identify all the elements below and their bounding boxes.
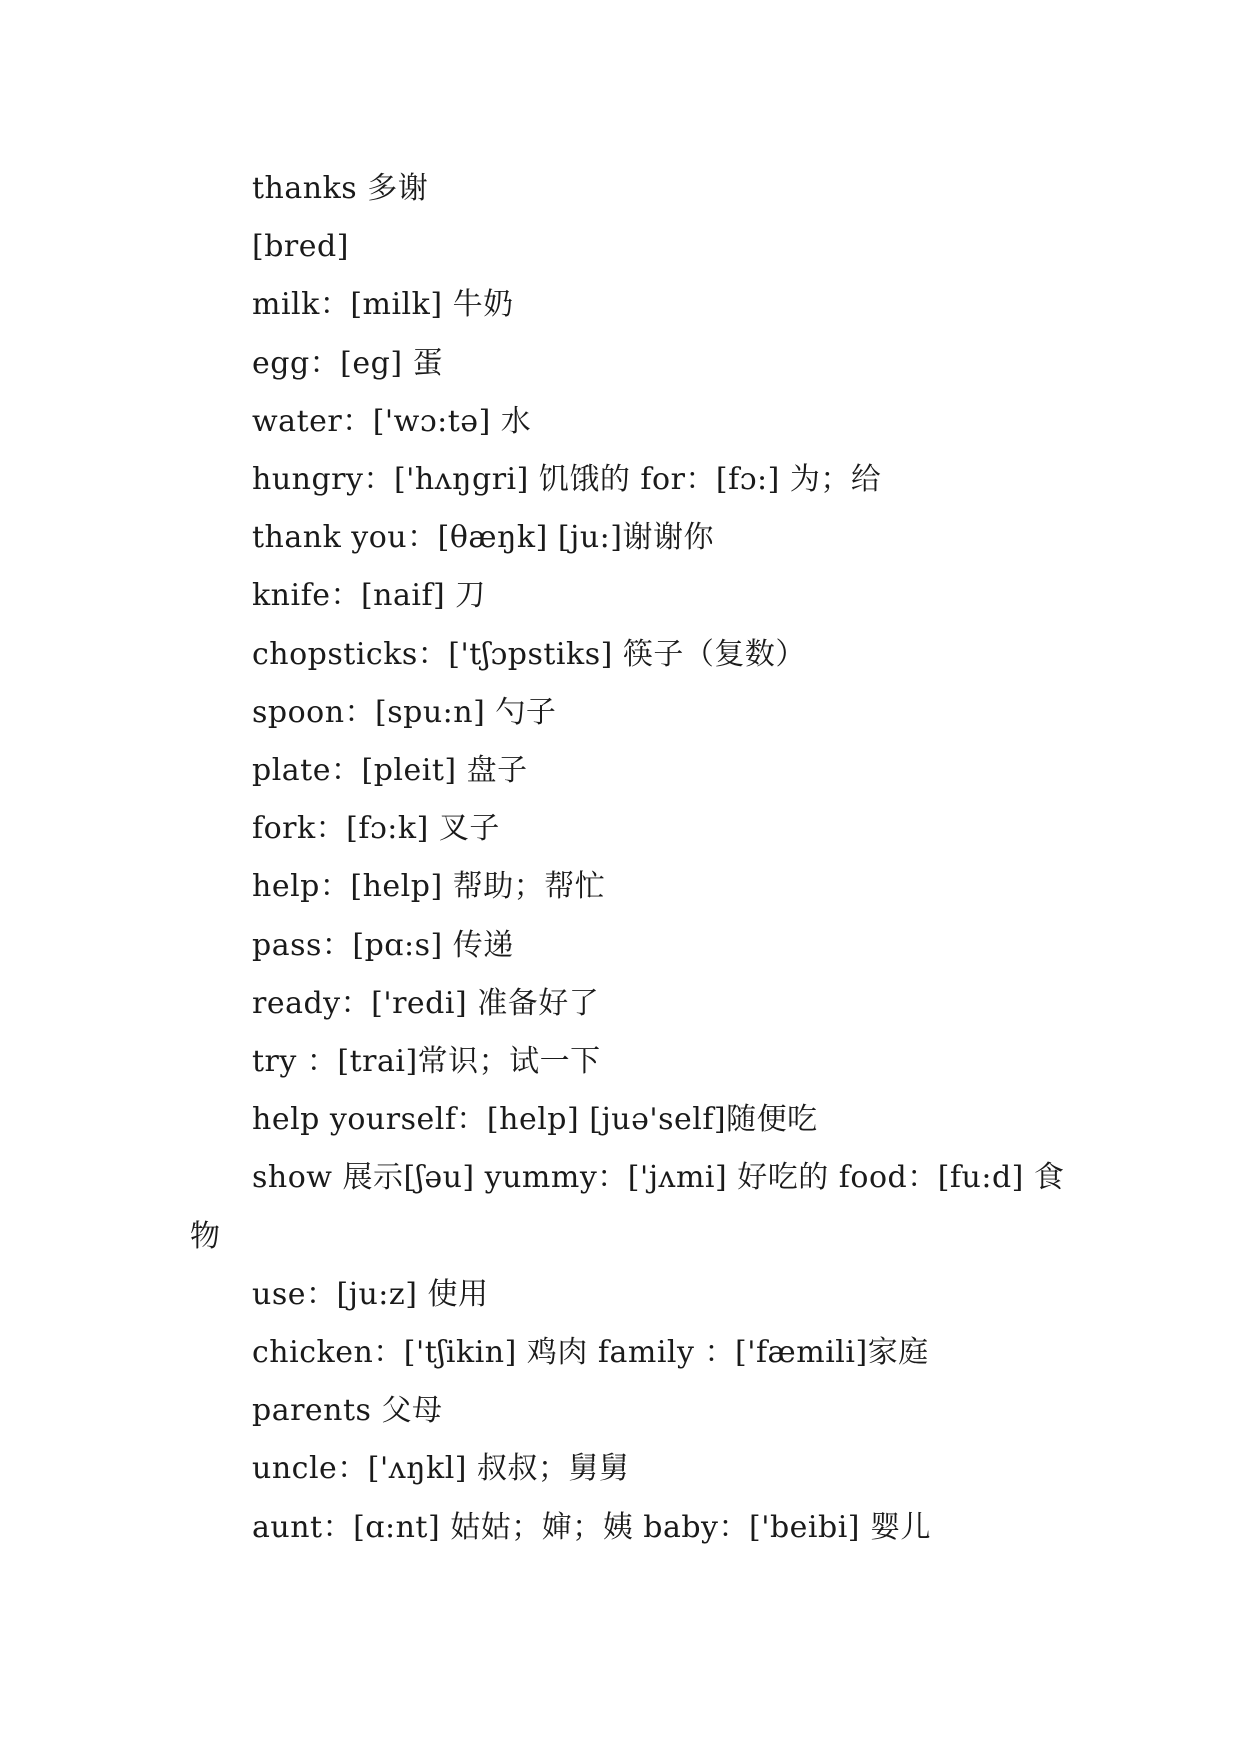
vocab-line: knife：[naif] 刀 xyxy=(252,578,486,614)
vocab-line: plate：[pleit] 盘子 xyxy=(252,753,528,789)
vocab-line: egg：[eg] 蛋 xyxy=(252,345,444,381)
vocab-line: try ：[trai]常识；试一下 xyxy=(252,1044,601,1080)
vocab-line: uncle：['ʌŋkl] 叔叔；舅舅 xyxy=(252,1451,630,1487)
vocab-line: use：[ju:z] 使用 xyxy=(252,1276,489,1312)
vocab-line: spoon：[spu:n] 勺子 xyxy=(252,694,557,730)
vocab-line: aunt：[ɑ:nt] 姑姑；婶；姨 baby：['beibi] 婴儿 xyxy=(252,1509,932,1545)
vocab-line: thank you：[θæŋk] [ju:]谢谢你 xyxy=(252,520,714,556)
vocab-line: ready：['redi] 准备好了 xyxy=(252,985,600,1021)
vocab-line: chicken：['tʃikin] 鸡肉 family ：['fæmili]家庭 xyxy=(252,1335,929,1371)
vocab-line: [bred] xyxy=(252,229,349,265)
vocab-line: show 展示[ʃəu] yummy：['jʌmi] 好吃的 food：[fu:d] 食物 xyxy=(190,1160,1065,1254)
vocab-line: chopsticks：['tʃɔpstiks] 筷子（复数） xyxy=(252,636,806,672)
vocab-line: parents 父母 xyxy=(252,1393,443,1429)
vocab-line: thanks 多谢 xyxy=(252,171,429,206)
vocab-line: help yourself：[help] [juə'self]随便吃 xyxy=(252,1102,818,1138)
vocab-line: milk：[milk] 牛奶 xyxy=(252,287,514,323)
vocabulary-list xyxy=(190,160,1070,1557)
vocab-line: hungry：['hʌŋgri] 饥饿的 for：[fɔ:] 为；给 xyxy=(252,462,882,498)
vocab-line: fork：[fɔ:k] 叉子 xyxy=(252,811,500,847)
vocab-line: water：['wɔ:tə] 水 xyxy=(252,403,532,439)
vocab-line: help：[help] 帮助；帮忙 xyxy=(252,869,606,905)
vocab-line: pass：[pɑ:s] 传递 xyxy=(252,927,514,963)
